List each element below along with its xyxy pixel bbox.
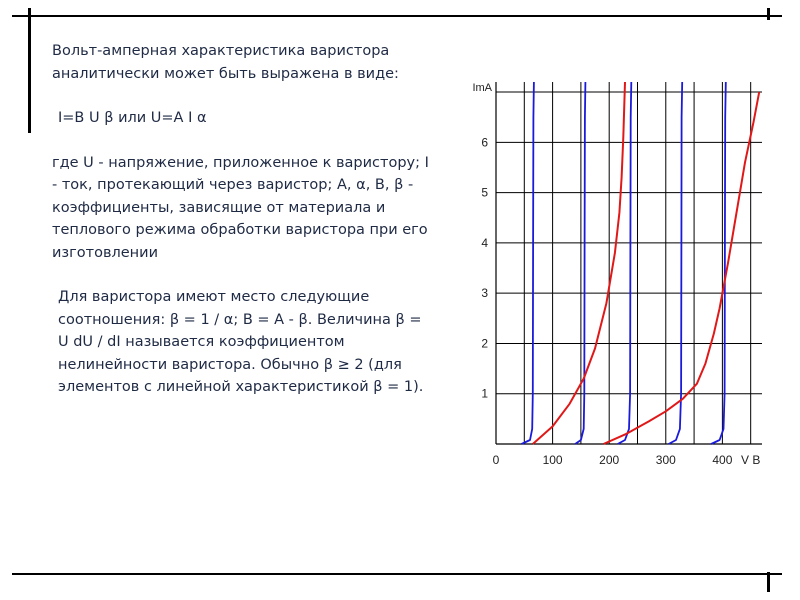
bottom-frame-line [12, 573, 782, 575]
x-tick-label: 0 [492, 453, 500, 467]
intro-paragraph: Вольт-амперная характеристика варистора аналитически может быть выражена в виде: [52, 43, 399, 82]
formula-line: I=B U β или U=A I α [58, 110, 207, 126]
bottom-right-frame-line [767, 572, 770, 592]
blue-curve-3 [618, 82, 632, 444]
blue-curve-4 [669, 82, 683, 444]
y-tick-label: 3 [481, 286, 488, 301]
y-axis-label: ImA [472, 82, 492, 94]
y-tick-label: 2 [481, 336, 488, 351]
x-tick-label: 100 [542, 453, 563, 467]
x-tick-label: 300 [655, 453, 676, 467]
red-curve-6 [533, 82, 625, 444]
top-left-frame-line [28, 8, 31, 133]
top-right-frame-line [767, 8, 770, 20]
top-frame-line [12, 15, 782, 17]
description-text [52, 40, 432, 399]
y-tick-label: 4 [481, 235, 488, 250]
y-tick-label: 1 [481, 386, 488, 401]
y-tick-label: 6 [481, 135, 488, 150]
x-tick-label: 400 [712, 453, 733, 467]
blue-curve-5 [711, 82, 726, 444]
y-tick-label: 5 [481, 185, 488, 200]
relations-paragraph: Для варистора имеют место следующие соотношения: β = 1 / α; B = A - β. Величина β = U dU / dI называется коэффициентом нелинейности варистора. Обычно β ≥ 2 (для элементов с линейной характеристикой β = 1). [58, 289, 424, 395]
blue-curve-1 [522, 82, 534, 444]
x-axis-label: V В [741, 453, 761, 467]
x-tick-label: 200 [599, 453, 620, 467]
varistor-iv-chart [460, 72, 780, 477]
definition-paragraph: где U - напряжение, приложенное к варистору; I - ток, протекающий через варистор; А, α, В, β - коэффициенты, зависящие от материала и теплового режима обработки варистора при его изготовлении [52, 154, 429, 261]
